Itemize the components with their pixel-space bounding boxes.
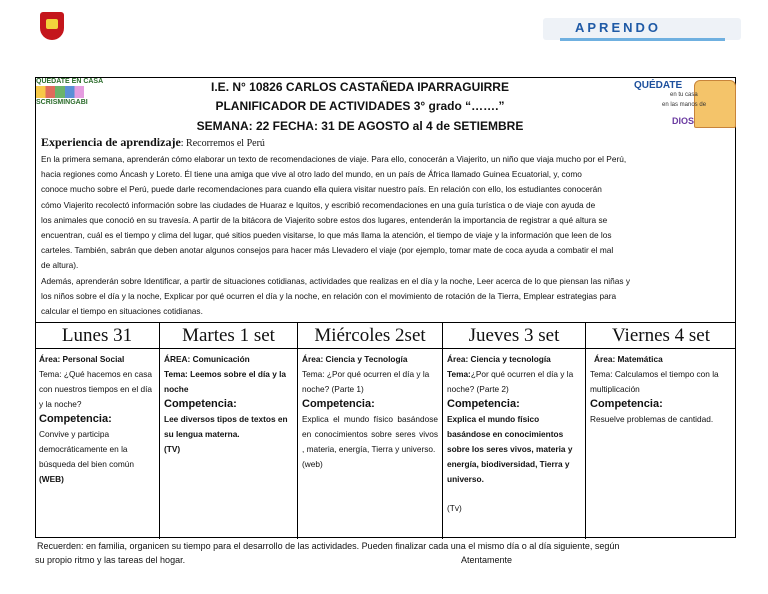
area-label: Área: [447,354,469,364]
right-logo-line3: en las manos de [662,102,707,108]
tema-value: ¿Qué hacemos en casa con nuestros tiempos en el día y la noche? [39,369,152,409]
tema-label: Tema: [164,369,188,379]
area-value: Matemática [615,354,663,364]
competencia-label: Competencia: [447,398,520,410]
experience-title: Experiencia de aprendizaje [41,135,181,149]
week-dates: SEMANA: 22 FECHA: 31 DE AGOSTO al 4 de SETIEMBRE [196,119,524,133]
paragraph-line: En la primera semana, aprenderán cómo elaborar un texto de recomendaciones de viaje. Para ello, conocerán a Viajerito, un niño que viaja mucho por el Perú, [41,154,627,164]
paragraph-line: calcular el tiempo en situaciones cotidianas. [41,306,203,317]
delivery-note: (WEB) [39,474,64,484]
area-label: ÁREA: [164,354,191,364]
paragraph-line: de altura). [41,260,79,271]
day-header: Lunes 31 [35,323,159,349]
delivery-note: (Tv) [447,503,462,513]
tema-value: ¿Por qué ocurren el día y la noche? (Parte 1) [302,369,430,394]
school-name: I.E. N° 10826 CARLOS CASTAÑEDA IPARRAGUIRRE [211,80,509,94]
competencia-value: Explica el mundo físico basándose en conocimientos sobre los seres vivos, materia y energía, biodiversidad, Tierra y universo. [447,414,573,484]
paragraph-line: los niños sobre el día y la noche, Explicar por qué ocurren el día y la noche, en relación con el movimiento de rotación de la Tierra, Emplear estrategias para [41,290,617,301]
competencia-label: Competencia: [302,398,375,410]
tema-label: Tema: [39,369,62,379]
left-logo-line1: QUEDATE EN CASA [36,78,104,85]
competencia-value: Explica el mundo físico basándose en conocimientos sobre seres vivos , materia, energía, Tierra y universo. [302,414,438,454]
area-value: Personal Social [60,354,125,364]
day-header: Viernes 4 set [586,323,736,349]
day-column-monday [35,323,159,539]
day-column-friday [585,323,736,539]
aprendo-underline [560,38,725,41]
paragraph-line: encuentran, cuál es el tiempo y clima del lugar, qué sitios pueden visitarse, lo que más llama la atención, el tiempo de viaje y la información que leen de los [41,230,612,241]
footer-line2: su propio ritmo y las tareas del hogar. [35,555,186,565]
tema-label: Tema: [590,369,613,379]
experience-subtitle: : Recorremos el Perú [180,138,265,149]
aprendo-logo-text: APRENDO [575,20,662,35]
competencia-label: Competencia: [39,413,112,425]
day-column-thursday [442,323,585,539]
tema-label: Tema: [447,369,471,379]
competencia-value: Lee diversos tipos de textos en su lengua materna. [164,414,288,439]
paragraph-line: conoce mucho sobre el Perú, puede darle recomendaciones para cuando ella quiera visitar nuestro país. En relación con ello, los estudiantes conocerán [41,184,602,195]
tema-value: Calculamos el tiempo con la multiplicación [590,369,719,394]
paragraph-line: Además, aprenderán sobre Identificar, a partir de situaciones cotidianas, actividades que realizas en el día y la noche, Leer acerca de lo que piensan las niñas y [41,275,630,286]
paragraph-line: cómo Viajerito recolectó información sobre las ciudades de Huaraz e Iquitos, y escribió recomendaciones en una guía turística o de viaje con ayuda de [41,199,596,210]
delivery-note: (TV) [164,444,181,454]
right-logo-line4: DIOS [672,116,695,126]
area-label: Área: [39,354,61,364]
day-column-tuesday [159,323,297,539]
area-value: Comunicación [190,354,250,364]
area-label: Área: [302,354,324,364]
tema-label: Tema: [302,369,325,379]
quedate-en-casa-logo-left [36,78,104,108]
footer-line1: Recuerden: en familia, organicen su tiempo para el desarrollo de las actividades. Pueden finalizar cada una el mismo día o al día siguiente, según [37,541,620,551]
area-value: Ciencia y Tecnología [323,354,408,364]
delivery-note: (web) [302,459,323,469]
experience-heading [41,135,265,150]
competencia-label: Competencia: [164,398,237,410]
left-logo-line2: SCRISMINGABI [36,99,88,106]
competencia-value: Resuelve problemas de cantidad. [590,414,714,424]
right-logo-title: QUÉDATE [634,80,683,91]
competencia-value: Convive y participa democráticamente en la búsqueda del bien común [39,429,135,469]
planner-title: PLANIFICADOR DE ACTIVIDADES 3° grado “…….” [215,99,505,113]
paragraph-line: carteles. También, sabrán que deben anotar algunos consejos para hacer más Llevadero el viaje (por ejemplo, tomar mate de coca ayuda a combatir el mal [41,245,614,256]
paragraph-line: los animales que conoció en su travesía. A partir de la bitácora de Viajerito sobre estos dos lugares, entenderán la importancia de registrar a qué altura se [41,214,608,225]
experience-paragraph [41,152,731,319]
area-label: Área: [594,354,616,364]
tema-value: Leemos sobre el día y la noche [164,369,287,394]
area-value: Ciencia y tecnología [468,354,551,364]
day-column-wednesday [297,323,442,539]
competencia-label: Competencia: [590,398,663,410]
paragraph-line: hacia regiones como Áncash y Loreto. Él tiene una amiga que vive al otro lado del mundo, en un país de África llamado Guinea Ecuatorial, y, como [41,169,582,180]
houses-icon [36,86,84,98]
tema-value: ¿Por qué ocurren el día y la noche? (Parte 2) [447,369,574,394]
right-logo-line2: en tu casa [670,92,698,98]
ministry-shield-logo [40,12,64,40]
day-header: Martes 1 set [160,323,297,349]
day-header: Jueves 3 set [443,323,585,349]
footer-closing: Atentamente [461,555,513,565]
quedate-logo-right [632,78,740,136]
day-header: Miércoles 2set [298,323,442,349]
schedule-table [35,322,736,539]
